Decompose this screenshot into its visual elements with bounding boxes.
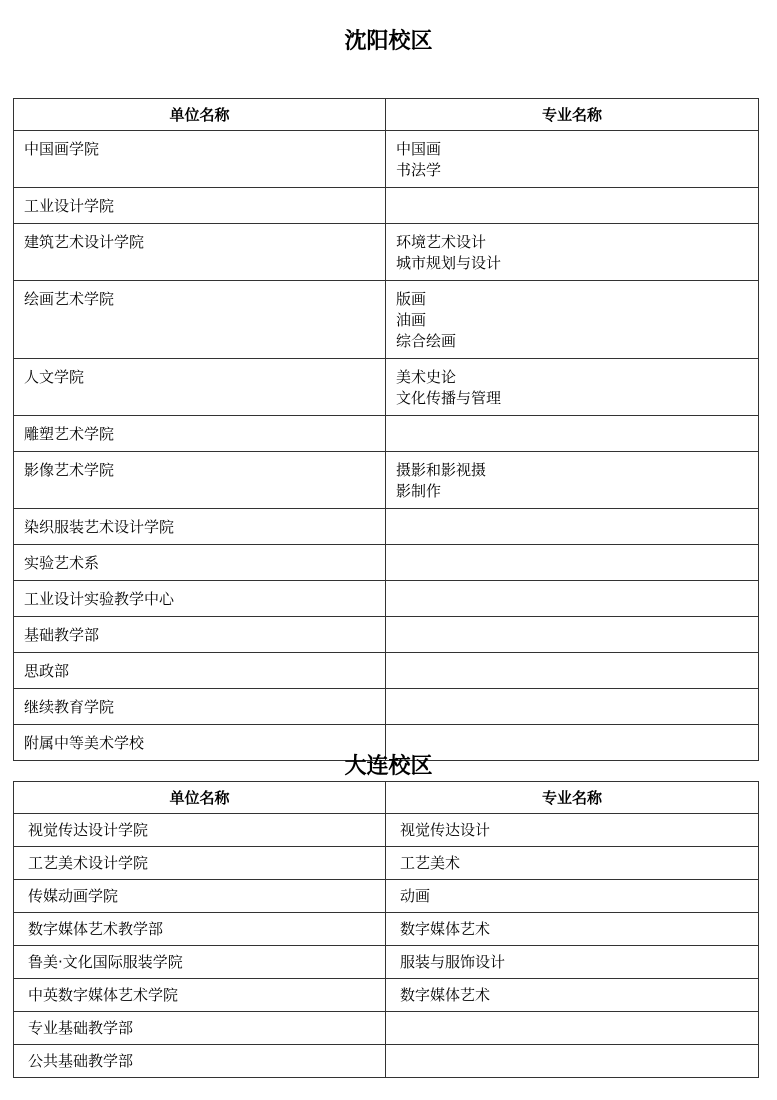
major-name: 版画 [396,290,427,308]
table-row [14,979,759,1012]
unit-name-header: 单位名称 [14,782,386,814]
major-name-header: 专业名称 [386,782,759,814]
unit-name-cell: 附属中等美术学校 [14,725,386,761]
major-name: 服装与服饰设计 [400,953,506,971]
major-name: 摄影和影视摄 [396,461,487,479]
major-name: 书法学 [396,161,442,179]
table-row [14,452,759,509]
unit-name-cell: 工业设计学院 [14,188,386,224]
table-row [14,188,759,224]
shenyang-unit-table [13,98,759,761]
table-row [14,581,759,617]
table-row [14,1012,759,1045]
major-name-cell [386,913,759,946]
major-name: 中国画 [396,140,442,158]
unit-name-cell: 思政部 [14,653,386,689]
major-name-cell [386,452,759,509]
unit-name-cell: 工业设计实验教学中心 [14,581,386,617]
major-name: 视觉传达设计 [400,821,491,839]
major-name-cell [386,1012,759,1045]
major-name-cell [386,880,759,913]
major-name-cell [386,188,759,224]
unit-name-cell: 数字媒体艺术教学部 [14,913,386,946]
unit-name-cell: 工艺美术设计学院 [14,847,386,880]
table-row [14,653,759,689]
major-name: 油画 [396,311,427,329]
unit-name-cell: 中国画学院 [14,131,386,188]
major-name: 文化传播与管理 [396,389,502,407]
table-row [14,913,759,946]
table-row [14,545,759,581]
unit-name-cell: 染织服装艺术设计学院 [14,509,386,545]
major-name: 工艺美术 [400,854,461,872]
major-name-cell [386,814,759,847]
unit-name-cell: 影像艺术学院 [14,452,386,509]
table-header-row [14,99,759,131]
major-name: 动画 [400,887,431,905]
major-name-cell [386,946,759,979]
major-name: 环境艺术设计 [396,233,487,251]
table-header-row [14,782,759,814]
table-row [14,814,759,847]
dalian-campus-title: 大连校区 [344,754,433,779]
table-row [14,416,759,452]
unit-name-cell: 基础教学部 [14,617,386,653]
major-name-cell [386,545,759,581]
major-name-cell [386,847,759,880]
shenyang-campus-title: 沈阳校区 [344,29,433,54]
unit-name-cell: 人文学院 [14,359,386,416]
table-row [14,847,759,880]
major-name-cell [386,689,759,725]
table-row [14,224,759,281]
major-name-cell [386,509,759,545]
major-name: 数字媒体艺术 [400,920,491,938]
major-name-cell [386,1045,759,1078]
table-row [14,509,759,545]
table-row [14,617,759,653]
major-name-cell [386,359,759,416]
unit-name-cell: 雕塑艺术学院 [14,416,386,452]
table-row [14,946,759,979]
unit-name-cell: 中英数字媒体艺术学院 [14,979,386,1012]
major-name-cell [386,653,759,689]
table-row [14,359,759,416]
table-row [14,131,759,188]
table-row [14,1045,759,1078]
major-name-cell [386,617,759,653]
major-name-cell [386,581,759,617]
unit-name-cell: 视觉传达设计学院 [14,814,386,847]
unit-name-cell: 建筑艺术设计学院 [14,224,386,281]
major-name: 综合绘画 [396,332,457,350]
major-name: 数字媒体艺术 [400,986,491,1004]
table-row [14,281,759,359]
major-name-cell [386,224,759,281]
major-name-header: 专业名称 [386,99,759,131]
unit-name-cell: 传媒动画学院 [14,880,386,913]
unit-name-cell: 绘画艺术学院 [14,281,386,359]
dalian-unit-table [13,781,759,1078]
unit-name-header: 单位名称 [14,99,386,131]
major-name-cell [386,416,759,452]
unit-name-cell: 专业基础教学部 [14,1012,386,1045]
table-row [14,880,759,913]
major-name: 影制作 [396,482,442,500]
unit-name-cell: 实验艺术系 [14,545,386,581]
unit-name-cell: 公共基础教学部 [14,1045,386,1078]
major-name-cell [386,979,759,1012]
table-row [14,689,759,725]
major-name-cell [386,281,759,359]
unit-name-cell: 鲁美·文化国际服装学院 [14,946,386,979]
unit-name-cell: 继续教育学院 [14,689,386,725]
major-name: 美术史论 [396,368,457,386]
major-name: 城市规划与设计 [396,254,502,272]
major-name-cell [386,131,759,188]
